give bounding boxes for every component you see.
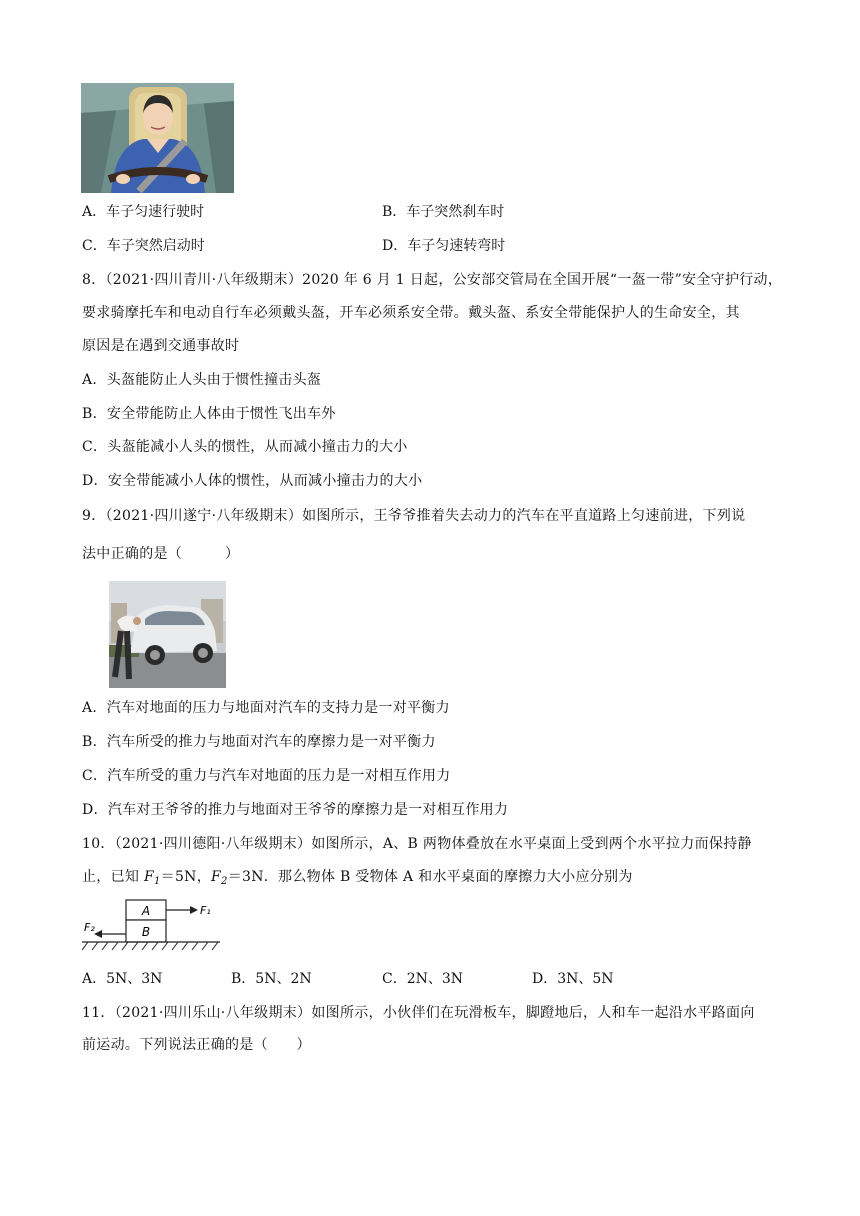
- q9-option-d: D．汽车对王爷爷的推力与地面对王爷爷的摩擦力是一对相互作用力: [82, 802, 509, 818]
- q10-stem-prefix: 止，已知: [82, 869, 144, 885]
- f2-value: ＝3N．那么物体 B 受物体 A 和水平桌面的摩擦力大小应分别为: [227, 869, 633, 885]
- f2-subscript: 2: [221, 876, 228, 887]
- f2-arrow-label: F₂: [84, 921, 95, 934]
- q8-option-d: D．安全带能减小人体的惯性，从而减小撞击力的大小: [82, 473, 423, 489]
- q11-stem-line2: 前运动。下列说法正确的是（ ）: [82, 1037, 311, 1053]
- q11-stem-line1: 11．（2021·四川乐山·八年级期末）如图所示，小伙伴们在玩滑板车，脚蹬地后，人和车一起沿水平路面向: [82, 1005, 755, 1021]
- block-a-label: A: [141, 904, 151, 918]
- q8-stem-line2: 要求骑摩托车和电动自行车必须戴头盔，开车必须系安全带。戴头盔、系安全带能保护人的生命安全，其: [82, 305, 740, 321]
- driver-seatbelt-illustration: [81, 83, 234, 193]
- q8-stem-line3: 原因是在遇到交通事故时: [82, 338, 240, 354]
- q10-option-d: D．3N、5N: [532, 971, 614, 987]
- q10-option-a: A．5N、3N: [82, 971, 163, 987]
- q10-stem-line1: 10．（2021·四川德阳·八年级期末）如图所示，A、B 两物体叠放在水平桌面上受到两个水平拉力而保持静: [82, 836, 752, 852]
- f2-arrow-head: [94, 930, 102, 938]
- man-pushing-car-photo: [109, 581, 226, 688]
- q10-stem-line2: [82, 867, 633, 892]
- f1-arrow-label: F₁: [200, 904, 211, 917]
- q9-option-c: C．汽车所受的重力与汽车对地面的压力是一对相互作用力: [82, 768, 451, 784]
- q8-option-b: B．安全带能防止人体由于惯性飞出车外: [82, 406, 336, 422]
- f1-subscript: 1: [153, 876, 161, 887]
- q9-option-b: B．汽车所受的推力与地面对汽车的摩擦力是一对平衡力: [82, 734, 436, 750]
- q7-option-a: A．车子匀速行驶时: [82, 204, 205, 220]
- q7-option-c: C．车子突然启动时: [82, 238, 205, 254]
- q9-option-a: A．汽车对地面的压力与地面对汽车的支持力是一对平衡力: [82, 700, 450, 716]
- q8-option-c: C．头盔能减小人头的惯性，从而减小撞击力的大小: [82, 439, 408, 455]
- f1-value: ＝5N，: [160, 869, 211, 885]
- q10-option-c: C．2N、3N: [382, 971, 464, 987]
- block-b-label: B: [141, 925, 151, 939]
- q9-stem-line2: 法中正确的是（ ）: [82, 546, 240, 562]
- f1-arrow-head: [190, 906, 198, 914]
- q7-option-d: D．车子匀速转弯时: [382, 238, 506, 254]
- q10-option-b: B．5N、2N: [231, 971, 312, 987]
- q7-option-b: B．车子突然刹车时: [382, 204, 505, 220]
- table-hatching: [82, 942, 218, 950]
- f1-symbol: F: [143, 869, 154, 885]
- q9-stem-line1: 9．（2021·四川遂宁·八年级期末）如图所示，王爷爷推着失去动力的汽车在平直道路上匀速前进，下列说: [82, 508, 746, 524]
- stacked-blocks-diagram: [82, 898, 222, 956]
- f2-symbol: F: [211, 869, 222, 885]
- q8-option-a: A．头盔能防止人头由于惯性撞击头盔: [82, 372, 322, 388]
- q8-stem-line1: 8．（2021·四川青川·八年级期末）2020 年 6 月 1 日起，公安部交管局在全国开展“一盔一带”安全守护行动，: [82, 272, 783, 288]
